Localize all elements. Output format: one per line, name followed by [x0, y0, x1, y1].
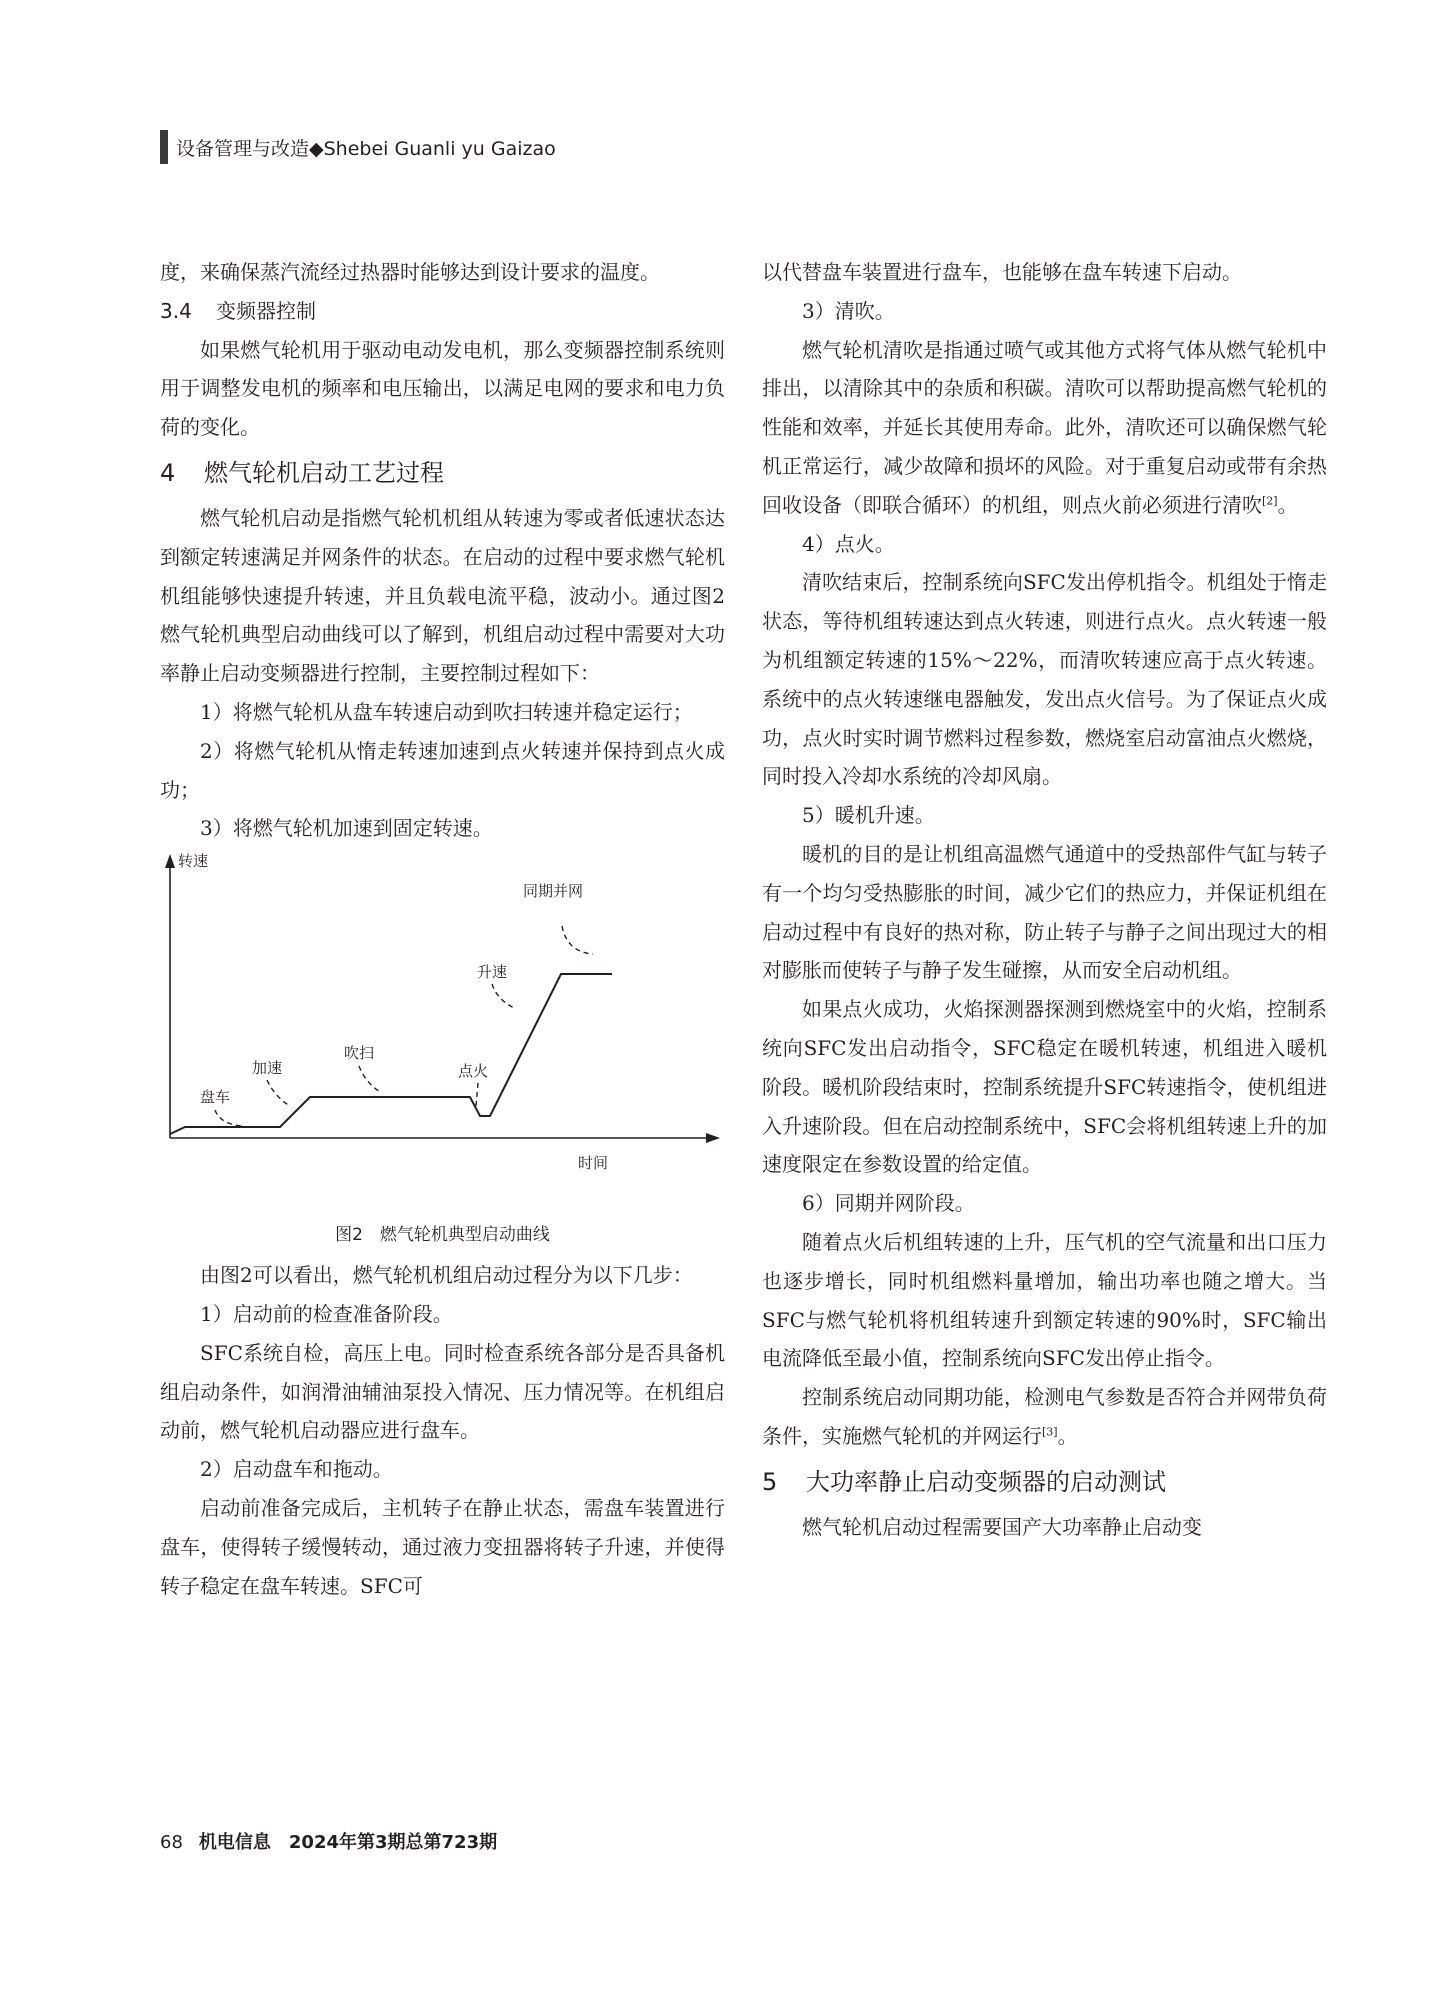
paragraph: 度，来确保蒸汽流经过热器时能够达到设计要求的温度。 [160, 260, 660, 284]
section-heading-3-4 [160, 292, 725, 331]
step-heading: 4）点火。 [802, 531, 895, 556]
journal-issue: 机电信息 2024年第3期总第723期 [198, 1832, 498, 1853]
leader-dianhuo [476, 1083, 478, 1106]
list-item: 3）将燃气轮机加速到固定转速。 [200, 816, 493, 841]
section-number: 5 [762, 1467, 778, 1496]
paragraph: 暖机的目的是让机组高温燃气通道中的受热部件气缸与转子有一个均匀受热膨胀的时间，减少它们的热应力，并保证机组在启动过程中有良好的热对称，防止转子与静子之间出现过大的相对膨胀而使转子与静子发生碰擦，从而安全启动机组。 [762, 841, 1327, 983]
paragraph: 燃气轮机启动是指燃气轮机机组从转速为零或者低速状态达到额定转速满足并网条件的状态。在启动的过程中要求燃气轮机机组能够快速提升转速，并且负载电流平稳，波动小。通过图2燃气轮机典型启动曲线可以了解到，机组启动过程中需要对大功率静止启动变频器进行控制，主要控制过程如下： [160, 505, 725, 686]
annotation-dianhuo: 点火 [458, 1062, 489, 1081]
paragraph: SFC系统自检，高压上电。同时检查系统各部分是否具备机组启动条件，如润滑油辅油泵投入情况、压力情况等。在机组启动前，燃气轮机启动器应进行盘车。 [160, 1340, 725, 1443]
citation-ref: [2] [1262, 494, 1278, 508]
leader-chuisao [359, 1066, 380, 1092]
section-title: 变频器控制 [216, 298, 316, 323]
step-heading: 2）启动盘车和拖动。 [200, 1457, 393, 1482]
step-heading: 6）同期并网阶段。 [802, 1191, 975, 1216]
right-column [762, 253, 1327, 1547]
annotation-tongqi: 同期并网 [523, 882, 584, 901]
paragraph: 如果燃气轮机用于驱动电动发电机，那么变频器控制系统则用于调整发电机的频率和电压输出，以满足电网的要求和电力负荷的变化。 [160, 337, 725, 440]
annotation-pancha: 盘车 [200, 1088, 231, 1107]
x-axis-arrow [706, 1133, 720, 1143]
y-axis-label: 转速 [178, 852, 209, 871]
section-title: 燃气轮机启动工艺过程 [204, 458, 444, 487]
paragraph-text: 。 [1057, 1423, 1078, 1448]
figure-startup-curve [160, 848, 725, 1220]
paragraph: 随着点火后机组转速的上升，压气机的空气流量和出口压力也逐步增长，同时机组燃料量增加，输出功率也随之增大。当SFC与燃气轮机将机组转速升到额定转速的90%时，SFC输出电流降低至最小值，控制系统向SFC发出停止指令。 [762, 1229, 1327, 1371]
leader-tongqi [562, 926, 593, 954]
x-axis-label: 时间 [578, 1154, 609, 1173]
section-number: 3.4 [160, 298, 192, 323]
list-item: 1）将燃气轮机从盘车转速启动到吹扫转速并稳定运行； [200, 699, 693, 724]
paragraph [762, 331, 1327, 525]
section-number: 4 [160, 458, 176, 487]
paragraph: 如果点火成功，火焰探测器探测到燃烧室中的火焰，控制系统向SFC发出启动指令，SFC稳定在暖机转速，机组进入暖机阶段。暖机阶段结束时，控制系统提升SFC转速指令，使机组进入升速阶段。但在启动控制系统中，SFC会将机组转速上升的加速度限定在参数设置的给定值。 [762, 997, 1327, 1177]
step-heading: 3）清吹。 [802, 298, 895, 323]
leader-jiasu [267, 1080, 290, 1106]
annotation-shengsu: 升速 [477, 963, 508, 982]
paragraph: 启动前准备完成后，主机转子在静止状态，需盘车装置进行盘车，使得转子缓慢转动，通过液力变扭器将转子升速，并使得转子稳定在盘车转速。SFC可 [160, 1495, 725, 1598]
page-number: 68 [160, 1832, 183, 1853]
section-title: 大功率静止启动变频器的启动测试 [806, 1467, 1166, 1496]
left-column [160, 253, 725, 1605]
list-item: 2）将燃气轮机从惰走转速加速到点火转速并保持到点火成功； [160, 738, 725, 802]
running-header [160, 130, 556, 164]
paragraph: 由图2可以看出，燃气轮机机组启动过程分为以下几步： [200, 1263, 693, 1288]
paragraph-text: 燃气轮机清吹是指通过喷气或其他方式将气体从燃气轮机中排出，以清除其中的杂质和积碳。清吹可以帮助提高燃气轮机的性能和效率，并延长其使用寿命。此外，清吹还可以确保燃气轮机正常运行，减少故障和损坏的风险。对于重复启动或带有余热回收设备（即联合循环）的机组，则点火前必须进行清吹 [762, 337, 1327, 517]
step-heading: 1）启动前的检查准备阶段。 [200, 1301, 453, 1326]
page-footer [160, 1828, 497, 1854]
header-marker-bar [160, 130, 168, 164]
paragraph: 以代替盘车装置进行盘车，也能够在盘车转速下启动。 [762, 260, 1242, 284]
annotation-chuisao: 吹扫 [344, 1044, 375, 1063]
paragraph: 燃气轮机启动过程需要国产大功率静止启动变 [802, 1514, 1202, 1539]
header-title: 设备管理与改造◆Shebei Guanli yu Gaizao [176, 137, 556, 160]
paragraph-text: 。 [1277, 492, 1298, 517]
citation-ref: [3] [1042, 1425, 1058, 1439]
figure-caption: 图2 燃气轮机典型启动曲线 [335, 1225, 550, 1246]
startup-curve-chart [160, 848, 725, 1220]
annotation-jiasu: 加速 [252, 1059, 283, 1078]
speed-curve [170, 974, 612, 1134]
paragraph [762, 1378, 1327, 1456]
paragraph: 清吹结束后，控制系统向SFC发出停机指令。机组处于惰走状态，等待机组转速达到点火转速，则进行点火。点火转速一般为机组额定转速的15%～22%，而清吹转速应高于点火转速。系统中的点火转速继电器触发，发出点火信号。为了保证点火成功，点火时实时调节燃料过程参数，燃烧室启动富油点火燃烧，同时投入冷却水系统的冷却风扇。 [762, 570, 1327, 789]
section-heading-5 [762, 1460, 1327, 1504]
step-heading: 5）暖机升速。 [802, 803, 935, 828]
section-heading-4 [160, 451, 725, 495]
y-axis-arrow [165, 854, 175, 868]
leader-pancha [215, 1110, 242, 1126]
leader-shengsu [492, 984, 516, 1009]
paragraph-text: 控制系统启动同期功能，检测电气参数是否符合并网带负荷条件，实施燃气轮机的并网运行 [762, 1385, 1327, 1448]
